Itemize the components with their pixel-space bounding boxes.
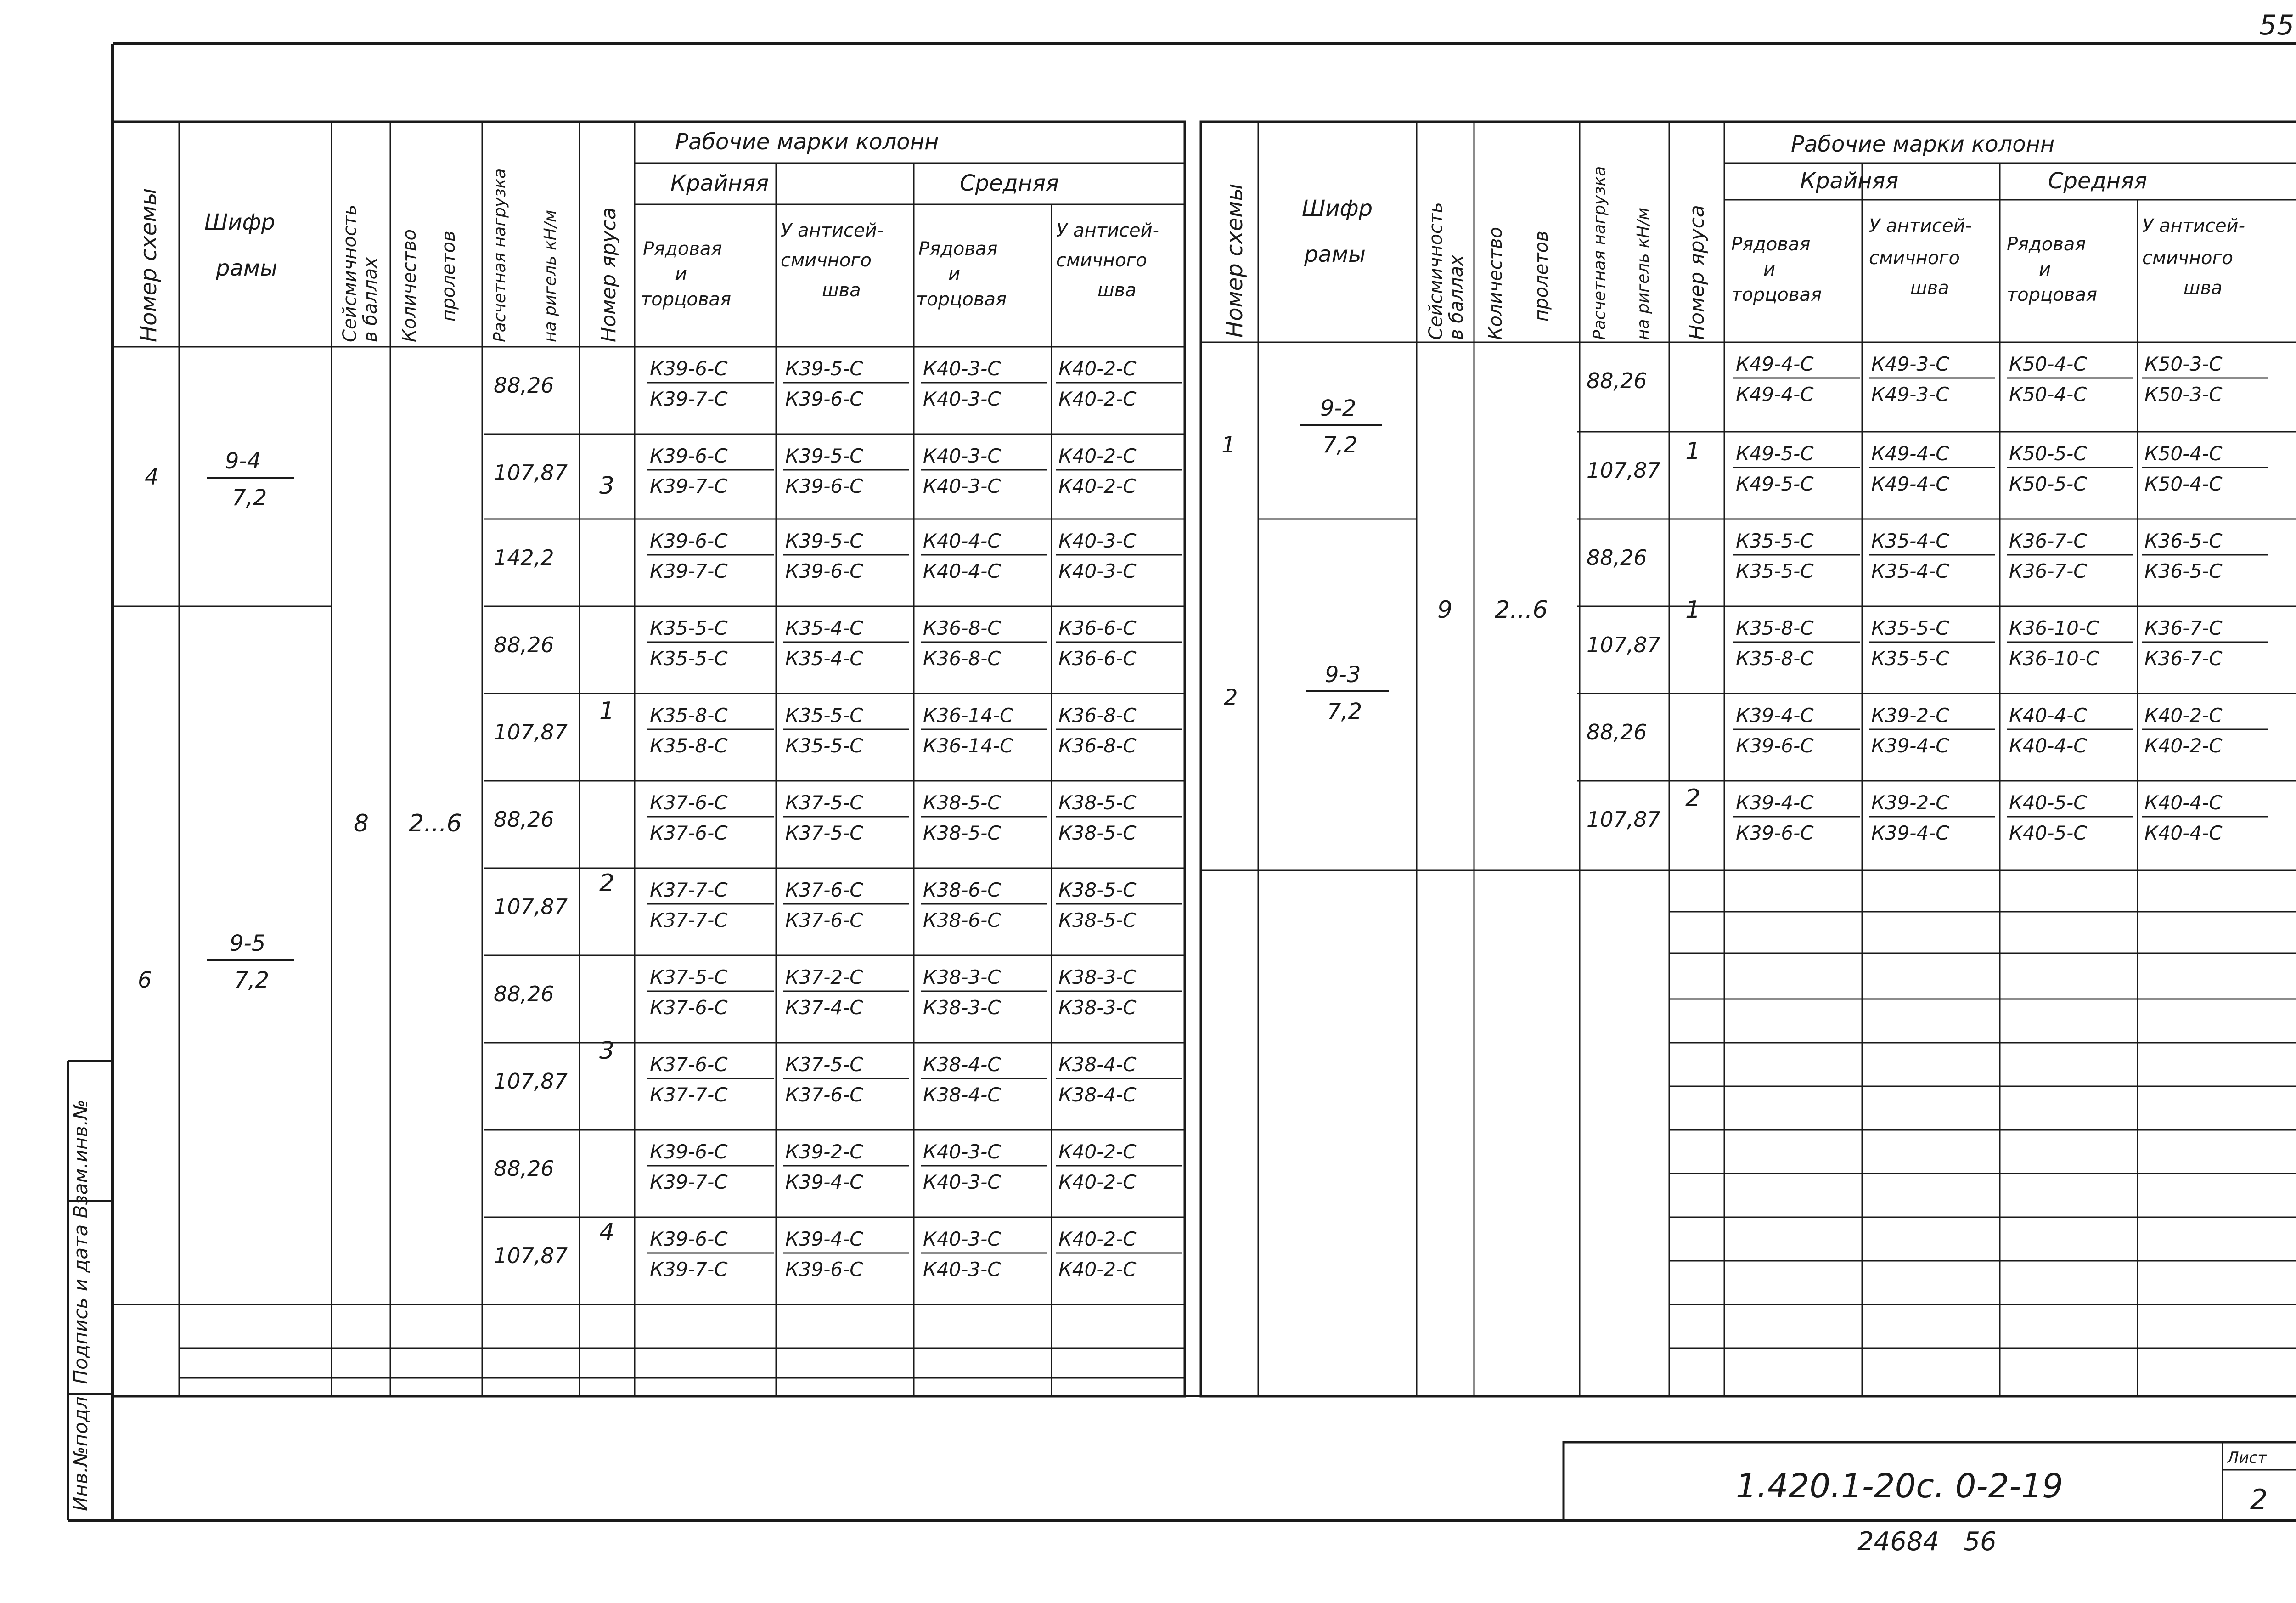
column-mark: К50-4-С <box>2009 353 2087 375</box>
tier-value: 1 <box>599 697 615 725</box>
column-mark: К35-4-С <box>785 647 863 670</box>
scheme-no: 1 <box>1221 432 1236 458</box>
column-mark: К37-5-С <box>785 1053 863 1076</box>
column-mark: К40-3-С <box>923 1171 1001 1193</box>
column-mark: К38-3-С <box>1058 996 1137 1019</box>
column-mark: К39-4-С <box>785 1171 863 1193</box>
column-mark: К35-8-С <box>1736 647 1814 670</box>
column-mark: К35-8-С <box>650 704 728 727</box>
sheet-label: Лист <box>2227 1449 2267 1467</box>
column-mark: К38-4-С <box>1058 1053 1137 1076</box>
hdr-row-end-m-2: и <box>948 264 960 285</box>
column-mark: К40-3-С <box>923 388 1001 410</box>
tier-value: 1 <box>1685 596 1701 624</box>
column-mark: К36-10-С <box>2009 647 2099 670</box>
load-value: 88,26 <box>494 807 554 832</box>
column-mark: К40-2-С <box>1058 1258 1137 1281</box>
column-mark: К40-4-С <box>923 530 1001 552</box>
column-mark: К40-2-С <box>1058 445 1137 467</box>
hdr-seismicity-2: в баллах <box>360 257 381 342</box>
column-mark: К40-4-С <box>923 560 1001 582</box>
load-value: 88,26 <box>1587 368 1647 393</box>
column-mark: К39-4-С <box>785 1228 863 1250</box>
column-mark: К38-5-С <box>923 822 1001 844</box>
column-mark: К36-8-С <box>1058 704 1137 727</box>
column-mark: К38-3-С <box>923 996 1001 1019</box>
column-mark: К36-8-С <box>1058 734 1137 757</box>
hdr-spans: Количество <box>1485 226 1506 340</box>
right-table <box>1201 122 2296 1396</box>
column-mark: К39-6-С <box>650 530 728 552</box>
column-mark: К49-4-С <box>1736 383 1814 406</box>
column-mark: К39-4-С <box>1871 822 1949 844</box>
hdr-middle: Средняя <box>2048 168 2147 194</box>
column-mark: К36-7-С <box>2009 560 2087 582</box>
column-mark: К35-5-С <box>1871 617 1949 639</box>
seismicity-value: 9 <box>1437 596 1453 624</box>
column-mark: К36-7-С <box>2009 530 2087 552</box>
column-mark: К36-7-С <box>2144 617 2223 639</box>
column-mark: К37-7-С <box>650 879 728 901</box>
column-mark: К36-6-С <box>1058 647 1137 670</box>
load-value: 107,87 <box>494 460 568 485</box>
hdr-antiseismic: У антисей- <box>781 220 884 241</box>
column-mark: К37-6-С <box>650 791 728 814</box>
column-mark: К38-6-С <box>923 909 1001 931</box>
hdr-row-end-m-3: торцовая <box>916 289 1007 310</box>
hdr-scheme-no: Номер схемы <box>1222 183 1248 338</box>
column-mark: К49-4-С <box>1871 442 1949 465</box>
sheet-corner-mark: 55 <box>2259 9 2295 41</box>
column-mark: К50-3-С <box>2144 383 2223 406</box>
column-mark: К49-5-С <box>1736 473 1814 495</box>
column-mark: К40-5-С <box>2009 822 2087 844</box>
spans-value: 2...6 <box>409 810 462 837</box>
hdr-tier: Номер яруса <box>597 207 620 342</box>
column-mark: К40-4-С <box>2144 822 2223 844</box>
column-mark: К40-3-С <box>923 1258 1001 1281</box>
column-mark: К39-6-С <box>650 1228 728 1250</box>
hdr-antiseismic-m-2: смичного <box>1056 250 1147 271</box>
hdr-row-end-2: и <box>1763 259 1775 280</box>
hdr-load-2: на ригель кН/м <box>1634 207 1653 340</box>
hdr-antiseismic-m-2: смичного <box>2142 248 2233 269</box>
sheet-number: 2 <box>2250 1484 2268 1516</box>
hdr-outer: Крайняя <box>670 170 769 196</box>
column-mark: К39-7-С <box>650 1171 728 1193</box>
hdr-row-end-m-2: и <box>2039 259 2051 280</box>
load-value: 88,26 <box>494 982 554 1006</box>
load-value: 88,26 <box>1587 720 1647 745</box>
hdr-seismicity-2: в баллах <box>1446 255 1467 340</box>
column-mark: К50-5-С <box>2009 473 2087 495</box>
column-mark: К39-4-С <box>1871 734 1949 757</box>
column-mark: К37-7-С <box>650 1084 728 1106</box>
hdr-spans: Количество <box>399 229 420 342</box>
column-mark: К38-5-С <box>1058 879 1137 901</box>
tier-value: 2 <box>599 869 615 897</box>
load-value: 142,2 <box>494 545 554 570</box>
load-value: 107,87 <box>494 894 568 919</box>
tier-value: 3 <box>599 1037 615 1065</box>
column-mark: К39-7-С <box>650 1258 728 1281</box>
load-value: 107,87 <box>1587 458 1660 483</box>
column-mark: К39-2-С <box>1871 791 1949 814</box>
load-value: 88,26 <box>494 1156 554 1181</box>
hdr-antiseismic-2: смичного <box>781 250 872 271</box>
hdr-antiseismic-3: шва <box>822 280 861 301</box>
column-mark: К37-5-С <box>785 822 863 844</box>
column-mark: К39-6-С <box>785 475 863 497</box>
spans-value: 2...6 <box>1495 596 1548 624</box>
load-value: 107,87 <box>1587 632 1660 657</box>
column-mark: К36-7-С <box>2144 647 2223 670</box>
column-mark: К40-2-С <box>1058 1140 1137 1163</box>
frame-code-top: 9-2 <box>1320 395 1356 421</box>
frame-code-bottom: 7,2 <box>1327 699 1362 724</box>
scheme-no: 6 <box>138 967 152 993</box>
hdr-row-end: Рядовая <box>1731 234 1811 255</box>
right-table-header <box>1201 122 2296 1396</box>
load-value: 107,87 <box>1587 807 1660 832</box>
column-mark: К35-5-С <box>1871 647 1949 670</box>
column-mark: К38-5-С <box>1058 791 1137 814</box>
left-table <box>113 122 1185 1396</box>
left-table-header <box>113 122 1185 1396</box>
column-mark: К39-6-С <box>1736 734 1814 757</box>
column-mark: К38-6-С <box>923 879 1001 901</box>
column-mark: К35-5-С <box>650 617 728 639</box>
hdr-load-2: на ригель кН/м <box>541 209 560 342</box>
column-mark: К37-2-С <box>785 966 863 988</box>
column-mark: К38-5-С <box>1058 822 1137 844</box>
column-mark: К40-2-С <box>1058 357 1137 380</box>
column-mark: К50-4-С <box>2144 473 2223 495</box>
column-mark: К39-7-С <box>650 560 728 582</box>
load-value: 88,26 <box>1587 545 1647 570</box>
column-mark: К39-5-С <box>785 357 863 380</box>
column-mark: К40-2-С <box>1058 1171 1137 1193</box>
hdr-marks-title: Рабочие марки колонн <box>1791 131 2055 157</box>
title-block <box>1564 1442 2296 1520</box>
column-mark: К49-4-С <box>1871 473 1949 495</box>
column-mark: К39-6-С <box>785 560 863 582</box>
frame-code-top: 9-5 <box>230 931 266 956</box>
load-value: 88,26 <box>494 632 554 657</box>
column-mark: К39-7-С <box>650 475 728 497</box>
column-mark: К39-6-С <box>650 1140 728 1163</box>
hdr-scheme-no: Номер схемы <box>136 188 162 342</box>
hdr-row-end-m: Рядовая <box>918 238 998 260</box>
column-mark: К40-4-С <box>2009 734 2087 757</box>
column-mark: К39-7-С <box>650 388 728 410</box>
hdr-antiseismic-m-3: шва <box>2183 277 2223 299</box>
column-mark: К40-4-С <box>2009 704 2087 727</box>
scheme-no: 4 <box>145 464 159 490</box>
hdr-load: Расчетная нагрузка <box>1590 166 1609 340</box>
scheme-no: 2 <box>1224 685 1238 711</box>
column-mark: К39-2-С <box>1871 704 1949 727</box>
column-mark: К40-3-С <box>1058 530 1137 552</box>
tier-value: 1 <box>1685 438 1701 465</box>
column-mark: К39-4-С <box>1736 704 1814 727</box>
column-mark: К37-5-С <box>785 791 863 814</box>
column-mark: К36-8-С <box>923 617 1001 639</box>
column-mark: К37-4-С <box>785 996 863 1019</box>
column-mark: К36-14-С <box>923 734 1013 757</box>
column-mark: К37-6-С <box>650 822 728 844</box>
column-mark: К36-5-С <box>2144 530 2223 552</box>
column-mark: К38-5-С <box>1058 909 1137 931</box>
bottom-numbers: 24684 56 <box>1857 1527 1997 1557</box>
load-value: 107,87 <box>494 720 568 745</box>
column-mark: К38-4-С <box>1058 1084 1137 1106</box>
seismicity-value: 8 <box>354 810 369 837</box>
hdr-row-end-2: и <box>675 264 687 285</box>
column-mark: К49-4-С <box>1736 353 1814 375</box>
column-mark: К35-5-С <box>1736 530 1814 552</box>
right-empty-rows <box>1669 912 2296 1348</box>
column-mark: К40-3-С <box>923 1140 1001 1163</box>
hdr-antiseismic-2: смичного <box>1869 248 1960 269</box>
hdr-outer: Крайняя <box>1800 168 1899 194</box>
column-mark: К37-6-С <box>650 1053 728 1076</box>
column-mark: К40-2-С <box>1058 388 1137 410</box>
hdr-frame-code: Шифр <box>1302 196 1373 221</box>
hdr-row-end-m: Рядовая <box>2007 234 2086 255</box>
hdr-seismicity: Сейсмичность <box>339 204 360 342</box>
column-mark: К35-5-С <box>785 704 863 727</box>
hdr-middle: Средняя <box>960 170 1059 196</box>
column-mark: К37-6-С <box>785 879 863 901</box>
column-mark: К40-3-С <box>923 445 1001 467</box>
column-mark: К37-6-С <box>785 1084 863 1106</box>
column-mark: К38-3-С <box>1058 966 1137 988</box>
hdr-tier: Номер яруса <box>1685 205 1709 340</box>
hdr-frame-code-2: рамы <box>216 255 277 281</box>
column-mark: К35-4-С <box>785 617 863 639</box>
column-mark: К35-5-С <box>650 647 728 670</box>
column-mark: К36-8-С <box>923 647 1001 670</box>
column-mark: К38-3-С <box>923 966 1001 988</box>
column-mark: К50-3-С <box>2144 353 2223 375</box>
hdr-frame-code-2: рамы <box>1304 242 1366 267</box>
column-mark: К36-10-С <box>2009 617 2099 639</box>
column-mark: К40-3-С <box>923 1228 1001 1250</box>
side-stamp-text: Инв.№подл. Подпись и дата Взам.инв.№ <box>69 1099 92 1511</box>
column-mark: К35-5-С <box>785 734 863 757</box>
column-mark: К39-6-С <box>785 1258 863 1281</box>
column-mark: К49-3-С <box>1871 383 1949 406</box>
hdr-marks-title: Рабочие марки колонн <box>675 129 939 155</box>
hdr-seismicity: Сейсмичность <box>1425 202 1446 340</box>
hdr-antiseismic: У антисей- <box>1869 215 1972 237</box>
hdr-spans-2: пролетов <box>438 231 459 322</box>
hdr-antiseismic-m: У антисей- <box>1056 220 1159 241</box>
column-mark: К40-4-С <box>2144 791 2223 814</box>
column-mark: К37-5-С <box>650 966 728 988</box>
column-mark: К39-4-С <box>1736 791 1814 814</box>
column-mark: К37-7-С <box>650 909 728 931</box>
column-mark: К49-5-С <box>1736 442 1814 465</box>
column-mark: К40-3-С <box>923 357 1001 380</box>
column-mark: К39-6-С <box>650 357 728 380</box>
hdr-antiseismic-m-3: шва <box>1097 280 1137 301</box>
column-mark: К35-8-С <box>1736 617 1814 639</box>
tier-value: 3 <box>599 472 615 500</box>
column-mark: К49-3-С <box>1871 353 1949 375</box>
hdr-antiseismic-3: шва <box>1910 277 1949 299</box>
column-mark: К40-5-С <box>2009 791 2087 814</box>
hdr-row-end-m-3: торцовая <box>2007 284 2098 305</box>
hdr-frame-code: Шифр <box>204 209 276 235</box>
column-mark: К40-2-С <box>2144 704 2223 727</box>
column-mark: К50-5-С <box>2009 442 2087 465</box>
frame-code-top: 9-4 <box>225 448 261 474</box>
load-value: 107,87 <box>494 1069 568 1094</box>
left-data-rows <box>484 357 1185 1304</box>
column-mark: К40-2-С <box>1058 1228 1137 1250</box>
column-mark: К38-4-С <box>923 1084 1001 1106</box>
side-stamp <box>68 1061 113 1520</box>
column-mark: К39-5-С <box>785 530 863 552</box>
column-mark: К50-4-С <box>2144 442 2223 465</box>
column-mark: К36-6-С <box>1058 617 1137 639</box>
frame-code-bottom: 7,2 <box>232 485 267 511</box>
column-mark: К39-6-С <box>650 445 728 467</box>
column-mark: К35-4-С <box>1871 560 1949 582</box>
frame-code-bottom: 7,2 <box>1322 432 1358 458</box>
tier-value: 2 <box>1685 785 1701 812</box>
load-value: 88,26 <box>494 373 554 398</box>
column-mark: К39-5-С <box>785 445 863 467</box>
column-mark: К37-6-С <box>785 909 863 931</box>
column-mark: К35-4-С <box>1871 530 1949 552</box>
column-mark: К38-5-С <box>923 791 1001 814</box>
column-mark: К39-6-С <box>785 388 863 410</box>
column-mark: К39-6-С <box>1736 822 1814 844</box>
column-mark: К35-8-С <box>650 734 728 757</box>
hdr-row-end-3: торцовая <box>1731 284 1822 305</box>
frame-code-bottom: 7,2 <box>234 967 270 993</box>
column-mark: К50-4-С <box>2009 383 2087 406</box>
column-mark: К39-2-С <box>785 1140 863 1163</box>
column-mark: К38-4-С <box>923 1053 1001 1076</box>
column-mark: К37-6-С <box>650 996 728 1019</box>
column-mark: К40-3-С <box>1058 560 1137 582</box>
hdr-spans-2: пролетов <box>1531 231 1552 322</box>
hdr-row-end-3: торцовая <box>641 289 732 310</box>
load-value: 107,87 <box>494 1243 568 1268</box>
tier-value: 4 <box>599 1219 615 1246</box>
column-mark: К40-3-С <box>923 475 1001 497</box>
frame-code-top: 9-3 <box>1325 662 1361 688</box>
hdr-load: Расчетная нагрузка <box>490 168 509 342</box>
hdr-row-end: Рядовая <box>643 238 722 260</box>
hdr-antiseismic-m: У антисей- <box>2142 215 2245 237</box>
column-mark: К36-5-С <box>2144 560 2223 582</box>
column-mark: К40-2-С <box>2144 734 2223 757</box>
column-mark: К36-14-С <box>923 704 1013 727</box>
column-mark: К35-5-С <box>1736 560 1814 582</box>
document-designation: 1.420.1-20с. 0-2-19 <box>1736 1467 2063 1505</box>
column-mark: К40-2-С <box>1058 475 1137 497</box>
